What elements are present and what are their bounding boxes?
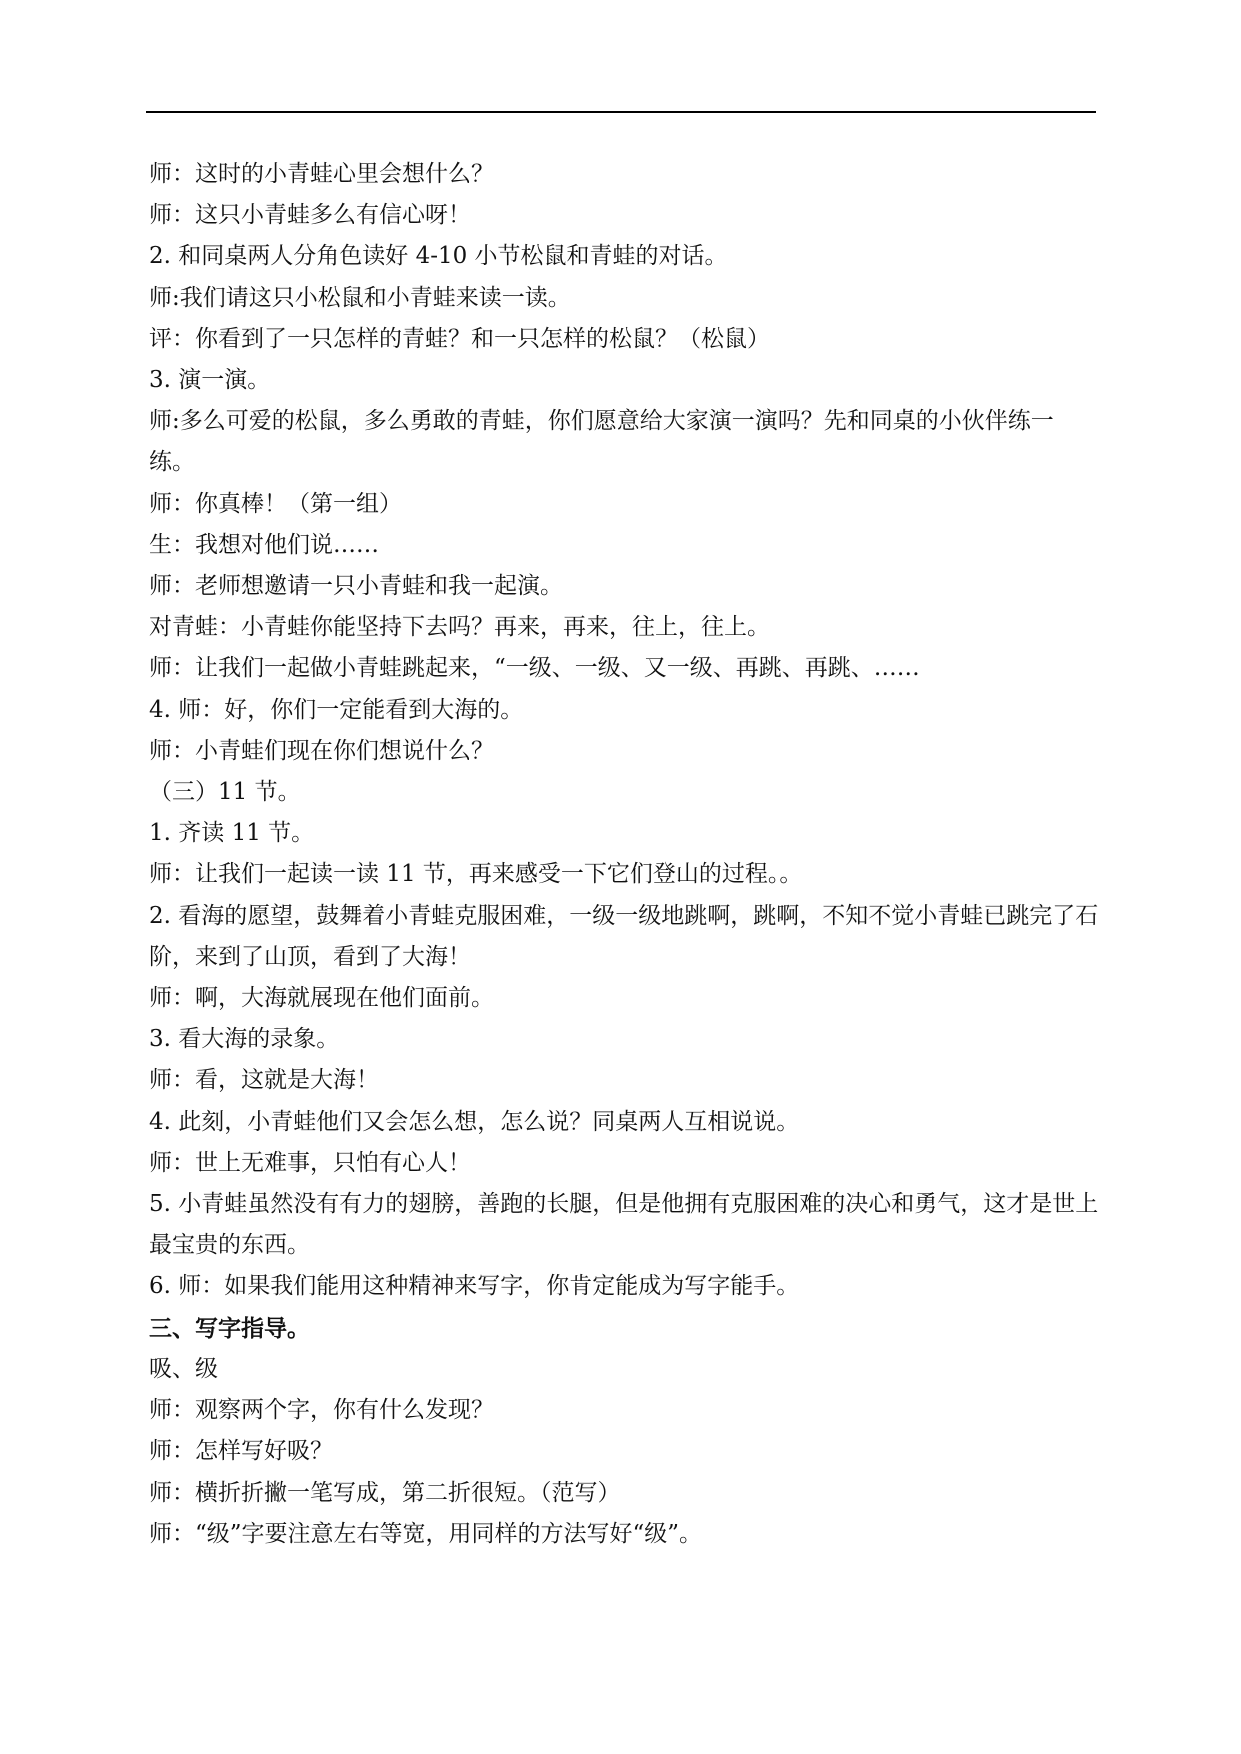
paragraph: 师：“级”字要注意左右等宽，用同样的方法写好“级”。 xyxy=(149,1520,703,1547)
paragraph: 3. 看大海的录象。 xyxy=(149,1026,340,1053)
paragraph: 4. 此刻，小青蛙他们又会怎么想，怎么说？同桌两人互相说说。 xyxy=(149,1108,800,1135)
paragraph: 师:我们请这只小松鼠和小青蛙来读一读。 xyxy=(149,284,571,311)
section-heading: 三、写字指导。 xyxy=(149,1314,310,1342)
paragraph: 师：让我们一起读一读 11 节，再来感受一下它们登山的过程。。 xyxy=(149,861,803,888)
paragraph: 师：观察两个字，你有什么发现？ xyxy=(149,1397,494,1424)
paragraph: 生：我想对他们说…… xyxy=(149,531,379,558)
section-heading: （三）11 节。 xyxy=(149,779,301,806)
paragraph: 吸、级 xyxy=(149,1355,218,1382)
paragraph: 6. 师：如果我们能用这种精神来写字，你肯定能成为写字能手。 xyxy=(149,1273,800,1300)
header-rule xyxy=(146,111,1096,113)
paragraph: 1. 齐读 11 节。 xyxy=(149,820,315,847)
paragraph: 师：这时的小青蛙心里会想什么？ xyxy=(149,161,494,187)
paragraph: 师：这只小青蛙多么有信心呀！ xyxy=(149,202,471,229)
paragraph: 5. 小青蛙虽然没有有力的翅膀，善跑的长腿，但是他拥有克服困难的决心和勇气，这才是世上最宝贵的东西。 xyxy=(149,1191,1099,1259)
paragraph: 师：你真棒！（第一组） xyxy=(149,490,402,517)
paragraph: 师：世上无难事，只怕有心人！ xyxy=(149,1149,471,1176)
paragraph: 3. 演一演。 xyxy=(149,367,271,394)
paragraph: 2. 看海的愿望，鼓舞着小青蛙克服困难，一级一级地跳啊，跳啊，不知不觉小青蛙已跳完了石阶，来到了山顶，看到了大海！ xyxy=(149,902,1099,970)
paragraph: 师：看，这就是大海！ xyxy=(149,1067,379,1094)
paragraph: 师：小青蛙们现在你们想说什么？ xyxy=(149,737,494,764)
paragraph: 师:多么可爱的松鼠，多么勇敢的青蛙，你们愿意给大家演一演吗？先和同桌的小伙伴练一练。 xyxy=(149,408,1054,476)
document-body xyxy=(149,154,1099,1555)
paragraph: 对青蛙：小青蛙你能坚持下去吗？再来，再来，往上，往上。 xyxy=(149,614,770,641)
paragraph: 2. 和同桌两人分角色读好 4-10 小节松鼠和青蛙的对话。 xyxy=(149,243,728,270)
paragraph: 师：横折折撇一笔写成，第二折很短。（范写） xyxy=(149,1479,621,1506)
paragraph: 师：让我们一起做小青蛙跳起来，“一级、一级、又一级、再跳、再跳、…… xyxy=(149,655,920,682)
paragraph: 师：怎样写好吸？ xyxy=(149,1438,333,1465)
paragraph: 4. 师：好，你们一定能看到大海的。 xyxy=(149,696,524,723)
paragraph: 评：你看到了一只怎样的青蛙？和一只怎样的松鼠？（松鼠） xyxy=(149,325,770,352)
paragraph: 师：啊，大海就展现在他们面前。 xyxy=(149,985,494,1012)
paragraph: 师：老师想邀请一只小青蛙和我一起演。 xyxy=(149,573,563,600)
